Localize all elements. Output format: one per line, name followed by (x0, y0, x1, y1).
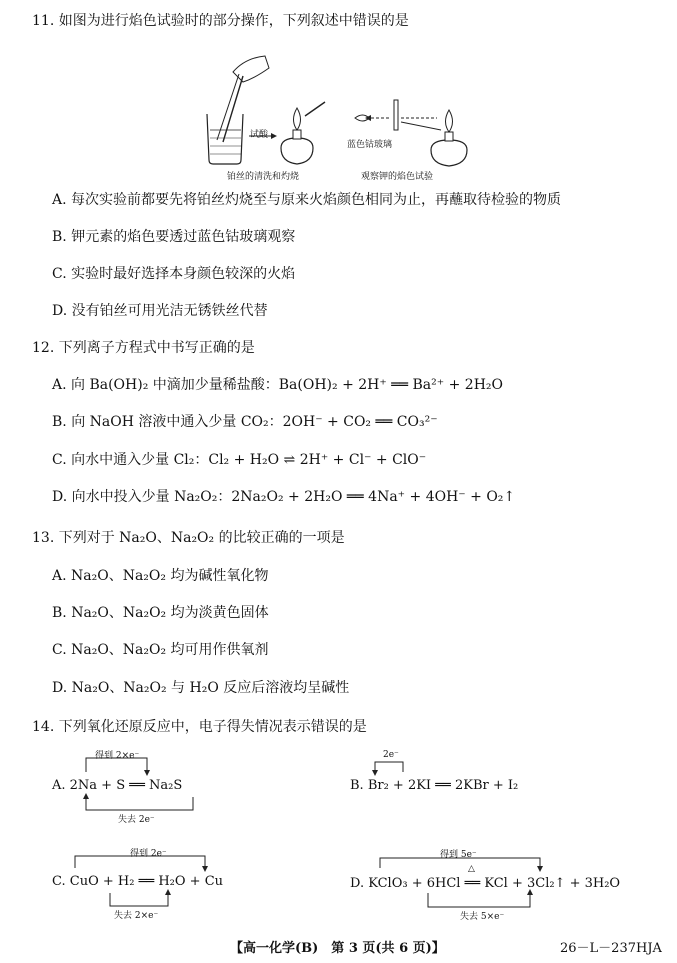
q14-c-gain: 得到 2e⁻ (130, 849, 167, 859)
q14-d-gain: 得到 5e⁻ (440, 850, 477, 860)
caption-right: 观察钾的焰色试验 (361, 172, 434, 182)
q14-c-lose: 失去 2×e⁻ (114, 911, 159, 921)
label-cobalt-glass: 蓝色钴玻璃 (347, 140, 393, 150)
q14-d-condition: △ (468, 864, 475, 874)
q11-option-a: A. 每次实验前都要先将铂丝灼烧至与原来火焰颜色相同为止，再蘸取待检验的物质 (52, 192, 562, 208)
footer-title: 【高一化学(B) 第 3 页(共 6 页)】 (230, 941, 445, 956)
q13-option-c: C. Na₂O、Na₂O₂ 均可用作供氧剂 (52, 642, 269, 658)
q14-stem: 14. 下列氧化还原反应中，电子得失情况表示错误的是 (32, 719, 367, 735)
q14-d-lose: 失去 5×e⁻ (460, 912, 505, 922)
q13-option-a: A. Na₂O、Na₂O₂ 均为碱性氧化物 (52, 568, 269, 584)
q14-b-equation: B. Br₂ + 2KI ══ 2KBr + I₂ (350, 778, 519, 793)
q14-a-gain: 得到 2×e⁻ (95, 751, 140, 761)
q13-option-d: D. Na₂O、Na₂O₂ 与 H₂O 反应后溶液均呈碱性 (52, 680, 350, 696)
q11-option-b: B. 钾元素的焰色要透过蓝色钴玻璃观察 (52, 229, 296, 245)
q12-option-d: D. 向水中投入少量 Na₂O₂：2Na₂O₂ + 2H₂O ══ 4Na⁺ + 4OH⁻ + O₂↑ (52, 489, 516, 505)
footer-code: 26－L－237HJA (560, 941, 662, 956)
caption-left: 铂丝的清洗和灼烧 (227, 172, 300, 182)
q11-option-d: D. 没有铂丝可用光洁无锈铁丝代替 (52, 303, 268, 319)
q14-d-equation: D. KClO₃ + 6HCl ══ KCl + 3Cl₂↑ + 3H₂O (350, 876, 621, 891)
q14-c-equation: C. CuO + H₂ ══ H₂O + Cu (52, 874, 224, 889)
q14-a-lose: 失去 2e⁻ (118, 815, 155, 825)
q11-stem: 11. 如图为进行焰色试验时的部分操作，下列叙述中错误的是 (32, 13, 409, 29)
q13-option-b: B. Na₂O、Na₂O₂ 均为淡黄色固体 (52, 605, 269, 621)
label-acid: 试酸 (250, 130, 269, 140)
q12-option-a: A. 向 Ba(OH)₂ 中滴加少量稀盐酸：Ba(OH)₂ + 2H⁺ ══ Ba²⁺ + 2H₂O (52, 377, 503, 393)
q12-stem: 12. 下列离子方程式中书写正确的是 (32, 340, 255, 356)
q12-option-b: B. 向 NaOH 溶液中通入少量 CO₂：2OH⁻ + CO₂ ══ CO₃²⁻ (52, 414, 438, 430)
q12-option-c: C. 向水中通入少量 Cl₂：Cl₂ + H₂O ⇌ 2H⁺ + Cl⁻ + ClO⁻ (52, 452, 427, 468)
q14-b-transfer: 2e⁻ (383, 750, 399, 760)
q11-option-c: C. 实验时最好选择本身颜色较深的火焰 (52, 266, 296, 282)
q14-a-equation: A. 2Na + S ══ Na₂S (52, 778, 183, 793)
q13-stem: 13. 下列对于 Na₂O、Na₂O₂ 的比较正确的一项是 (32, 530, 345, 546)
